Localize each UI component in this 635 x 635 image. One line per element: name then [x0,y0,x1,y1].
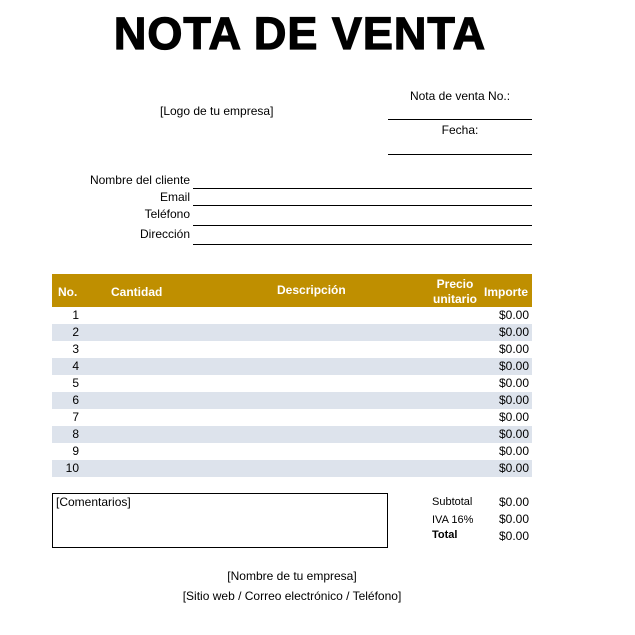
row-number: 5 [72,376,79,390]
table-header [52,274,532,307]
header-precio-line1: Precio [436,277,474,291]
header-descripcion: Descripción [277,283,346,297]
row-number: 1 [72,308,79,322]
table-row [52,392,532,409]
total-value: $0.00 [498,529,529,543]
row-importe: $0.00 [498,376,529,390]
address-field[interactable] [193,244,532,245]
fecha-label: Fecha: [441,123,479,137]
row-number: 9 [72,444,79,458]
row-number: 8 [72,427,79,441]
nota-number-field[interactable] [388,119,532,121]
comments-box[interactable] [52,493,388,548]
iva-label: IVA 16% [432,514,474,526]
email-field[interactable] [193,205,532,206]
row-number: 2 [72,325,79,339]
row-importe: $0.00 [498,444,529,458]
document-title: NOTA DE VENTA [113,8,487,59]
table-row [52,307,532,324]
table-row [52,460,532,477]
iva-value: $0.00 [498,512,529,526]
phone-label: Teléfono [144,207,190,221]
items-table [52,274,532,477]
table-row [52,426,532,443]
header-importe: Importe [484,285,529,299]
table-row [52,341,532,358]
subtotal-value: $0.00 [498,495,529,509]
header-cantidad: Cantidad [111,285,163,299]
table-row [52,324,532,341]
row-importe: $0.00 [498,308,529,322]
subtotal-label: Subtotal [432,496,473,508]
table-row [52,375,532,392]
row-importe: $0.00 [498,359,529,373]
row-number: 10 [65,461,79,475]
phone-field[interactable] [193,225,532,226]
client-name-field[interactable] [193,188,532,189]
logo-placeholder: [Logo de tu empresa] [160,104,274,118]
row-importe: $0.00 [498,410,529,424]
row-number: 4 [72,359,79,373]
row-importe: $0.00 [498,461,529,475]
nota-number-label: Nota de venta No.: [409,89,511,103]
footer-contact: [Sitio web / Correo electrónico / Teléfono] [182,589,402,603]
address-label: Dirección [139,227,190,241]
header-precio-line2: unitario [433,292,477,306]
client-name-label: Nombre del cliente [89,173,190,187]
fecha-field[interactable] [388,154,532,156]
row-number: 6 [72,393,79,407]
row-importe: $0.00 [498,393,529,407]
comments-placeholder: [Comentarios] [56,495,131,509]
row-number: 3 [72,342,79,356]
email-label: Email [159,190,190,204]
table-row [52,409,532,426]
row-number: 7 [72,410,79,424]
table-row [52,443,532,460]
footer-company: [Nombre de tu empresa] [227,569,357,583]
table-row [52,358,532,375]
row-importe: $0.00 [498,325,529,339]
header-no: No. [58,285,78,299]
row-importe: $0.00 [498,427,529,441]
total-label: Total [432,529,458,541]
row-importe: $0.00 [498,342,529,356]
